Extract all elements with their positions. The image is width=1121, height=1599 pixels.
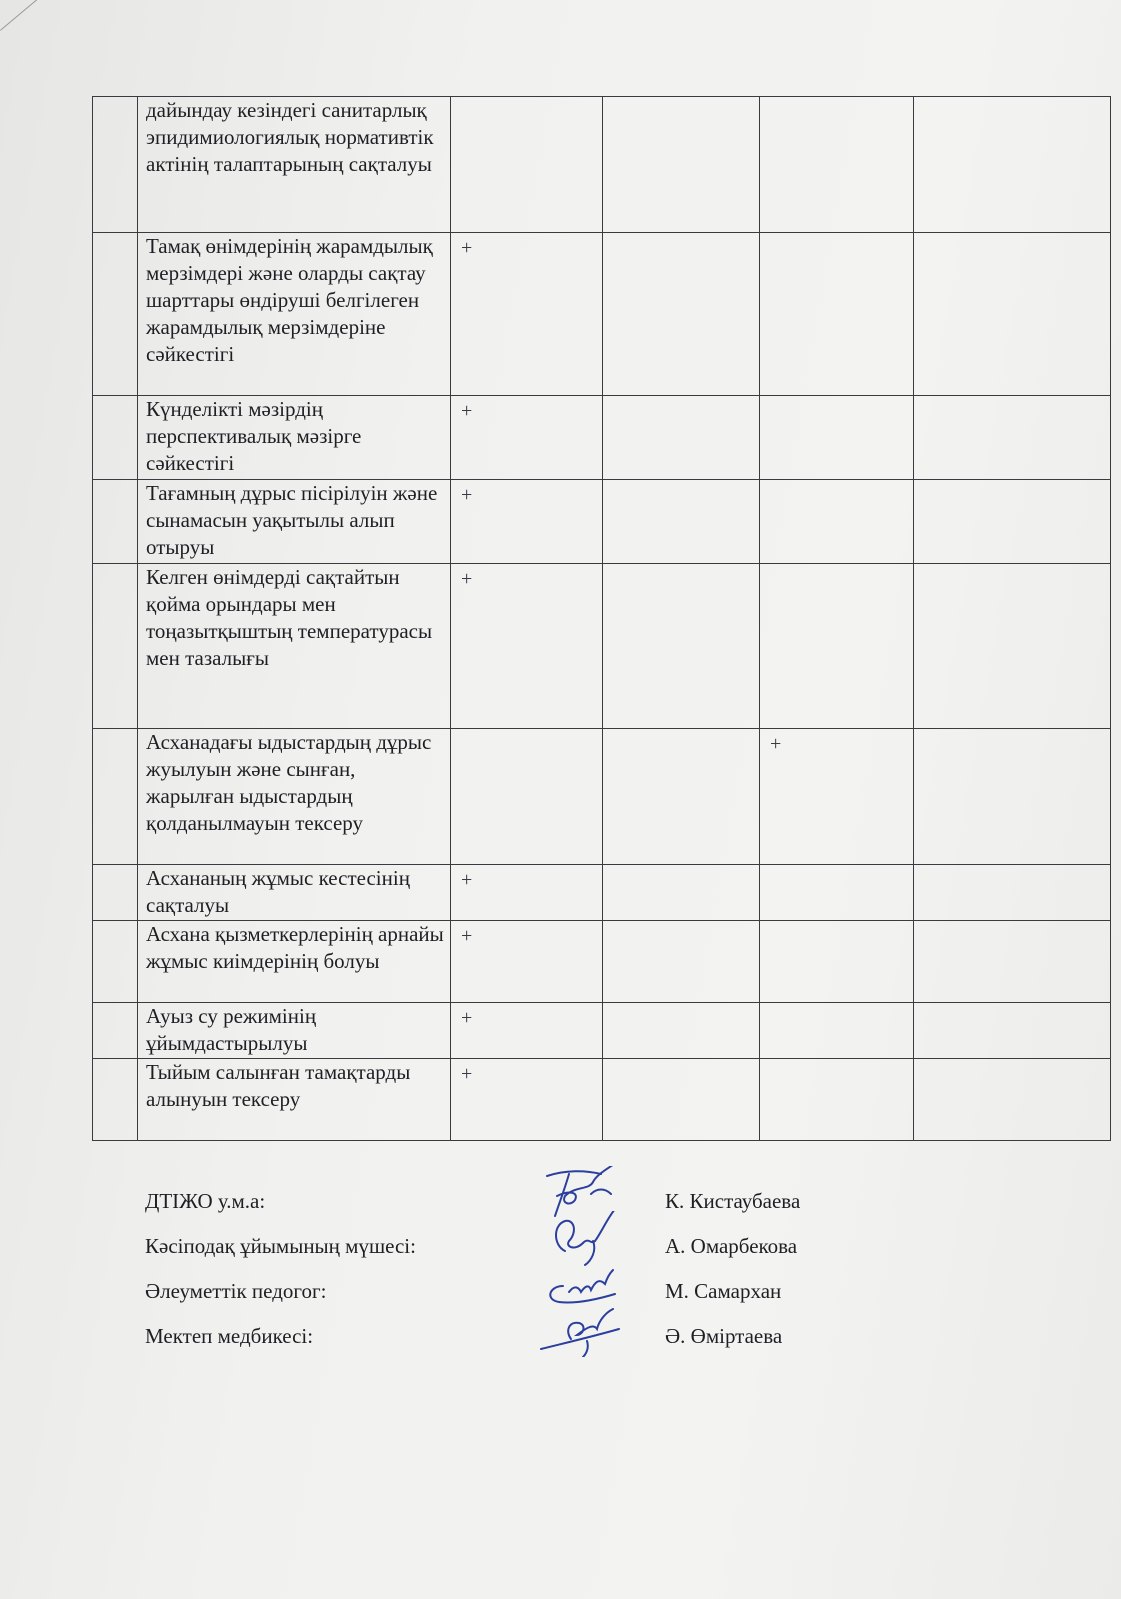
mark-cell: + xyxy=(451,921,603,1003)
signature-row xyxy=(145,1323,1045,1368)
mark-cell: + xyxy=(451,396,603,480)
mark-cell xyxy=(603,480,760,564)
table-row xyxy=(93,97,1111,233)
mark-cell xyxy=(914,1003,1111,1059)
number-cell xyxy=(93,729,138,865)
mark-cell xyxy=(760,865,914,921)
mark-cell: + xyxy=(451,564,603,729)
table-row xyxy=(93,480,1111,564)
mark-cell xyxy=(914,564,1111,729)
number-cell xyxy=(93,564,138,729)
signer-name: А. Омарбекова xyxy=(665,1234,798,1258)
mark-cell xyxy=(603,1059,760,1141)
mark-cell xyxy=(760,564,914,729)
table-row xyxy=(93,1059,1111,1141)
number-cell xyxy=(93,1003,138,1059)
handwritten-signature xyxy=(535,1301,625,1357)
number-cell xyxy=(93,396,138,480)
mark-cell: + xyxy=(451,233,603,396)
mark-cell xyxy=(603,233,760,396)
criterion-cell: Тамақ өнімдерінің жарамдылық мерзімдері және оларды сақтау шарттары өндіруші белгілеген жарамдылық мерзімдеріне сәйкестігі xyxy=(138,233,451,396)
mark-cell: + xyxy=(451,480,603,564)
criterion-cell: Асханадағы ыдыстардың дұрыс жуылуын және сынған, жарылған ыдыстардың қолданылмауын тексеру xyxy=(138,729,451,865)
checklist-table xyxy=(92,96,1111,1141)
mark-cell xyxy=(603,865,760,921)
signer-role: Әлеуметтік педогог: xyxy=(145,1279,327,1303)
mark-cell xyxy=(603,921,760,1003)
criterion-cell: Тағамның дұрыс пісірілуін және сынамасын уақытылы алып отыруы xyxy=(138,480,451,564)
mark-cell: + xyxy=(451,865,603,921)
mark-cell xyxy=(914,1059,1111,1141)
signature-block xyxy=(145,1188,1045,1368)
mark-cell xyxy=(451,729,603,865)
mark-cell: + xyxy=(451,1059,603,1141)
mark-cell xyxy=(760,480,914,564)
signer-name: К. Кистаубаева xyxy=(665,1189,801,1213)
mark-cell xyxy=(451,97,603,233)
table-row xyxy=(93,564,1111,729)
table-row xyxy=(93,865,1111,921)
signer-name: М. Самархан xyxy=(665,1279,782,1303)
criterion-cell: Ауыз су режимінің ұйымдастырылуы xyxy=(138,1003,451,1059)
criterion-cell: Асхананың жұмыс кестесінің сақталуы xyxy=(138,865,451,921)
number-cell xyxy=(93,921,138,1003)
signer-role: Мектеп медбикесі: xyxy=(145,1324,314,1348)
signer-role: Кәсіподақ ұйымының мүшесі: xyxy=(145,1234,416,1258)
mark-cell xyxy=(760,1059,914,1141)
mark-cell xyxy=(603,396,760,480)
mark-cell xyxy=(603,97,760,233)
mark-cell xyxy=(603,564,760,729)
table-row xyxy=(93,396,1111,480)
mark-cell xyxy=(914,729,1111,865)
table-row xyxy=(93,729,1111,865)
mark-cell xyxy=(914,396,1111,480)
criterion-cell: Асхана қызметкерлерінің арнайы жұмыс киімдерінің болуы xyxy=(138,921,451,1003)
number-cell xyxy=(93,97,138,233)
mark-cell xyxy=(914,921,1111,1003)
number-cell xyxy=(93,1059,138,1141)
mark-cell xyxy=(914,233,1111,396)
signer-role: ДТІЖО у.м.а: xyxy=(145,1189,266,1213)
mark-cell: + xyxy=(451,1003,603,1059)
mark-cell xyxy=(603,1003,760,1059)
mark-cell xyxy=(760,97,914,233)
mark-cell xyxy=(760,396,914,480)
number-cell xyxy=(93,233,138,396)
mark-cell xyxy=(914,865,1111,921)
number-cell xyxy=(93,865,138,921)
mark-cell xyxy=(603,729,760,865)
signer-name: Ә. Өміртаева xyxy=(665,1324,783,1348)
mark-cell xyxy=(760,921,914,1003)
criterion-cell: дайындау кезіндегі санитарлық эпидимиологиялық нормативтік актінің талаптарының сақталуы xyxy=(138,97,451,233)
mark-cell xyxy=(760,233,914,396)
number-cell xyxy=(93,480,138,564)
criterion-cell: Келген өнімдерді сақтайтын қойма орындары мен тоңазытқыштың температурасы мен тазалығы xyxy=(138,564,451,729)
criterion-cell: Тыйым салынған тамақтарды алынуын тексеру xyxy=(138,1059,451,1141)
mark-cell xyxy=(914,480,1111,564)
table-row xyxy=(93,1003,1111,1059)
table-row xyxy=(93,921,1111,1003)
table-row xyxy=(93,233,1111,396)
mark-cell: + xyxy=(760,729,914,865)
mark-cell xyxy=(760,1003,914,1059)
criterion-cell: Күнделікті мәзірдің перспективалық мәзірге сәйкестігі xyxy=(138,396,451,480)
mark-cell xyxy=(914,97,1111,233)
